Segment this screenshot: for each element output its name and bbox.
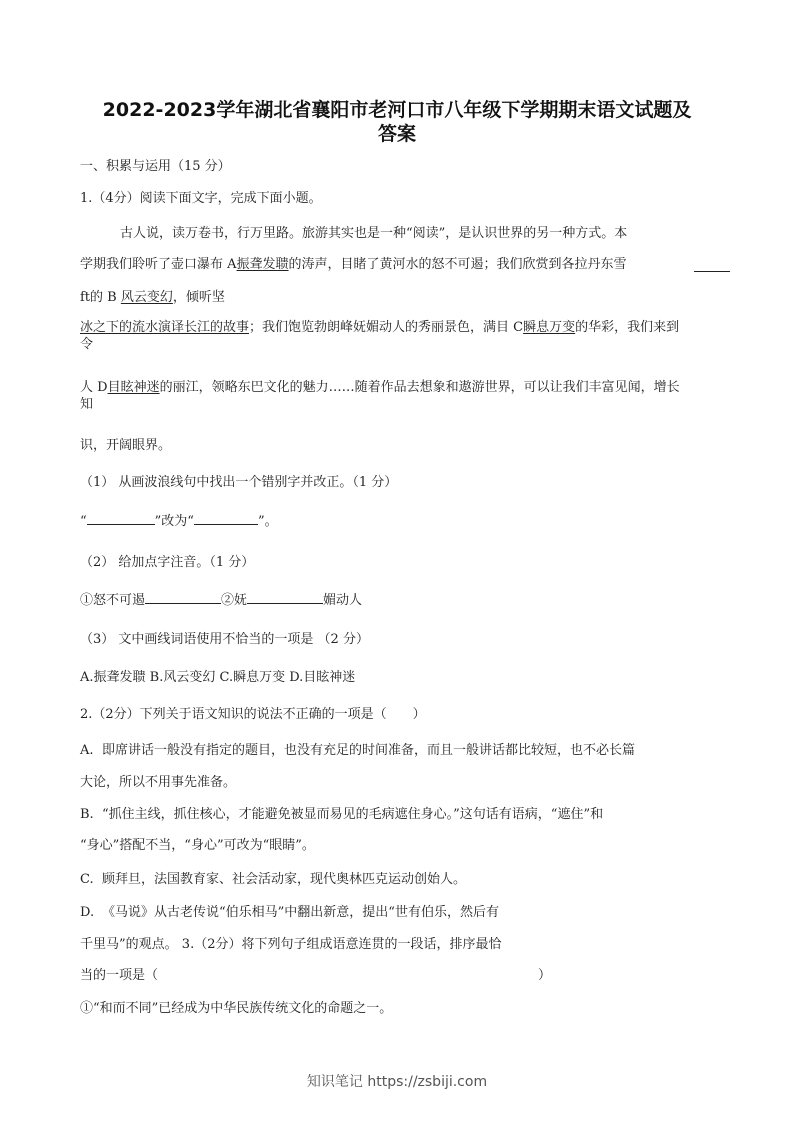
title-line-1: 2022-2023学年湖北省襄阳市老河口市八年级下学期期末语文试题及 xyxy=(102,99,692,121)
question-2-option-c xyxy=(80,872,466,888)
sub-question-2-answer xyxy=(80,591,362,609)
underlined-term-d: 目眩神迷 xyxy=(107,380,160,395)
option-text: 顾拜旦，法国教育家、社会活动家，现代奥林匹克运动创始人。 xyxy=(102,872,467,887)
passage-text: 的华彩，我们来到 xyxy=(575,320,680,335)
pinyin-item-2-tail: 媚动人 xyxy=(323,593,363,608)
change-to-text: ”改为“ xyxy=(154,514,194,529)
question-2-option-b xyxy=(80,807,603,823)
underlined-term-a: 振聋发聩 xyxy=(236,257,289,272)
option-text: 即席讲话一般没有指定的题目，也没有充足的时间准备，而且一般讲话都比较短，也不必长篇 xyxy=(102,743,636,758)
question-3-stem-text: 当的一项是（ xyxy=(80,968,159,983)
wrong-char-blank[interactable] xyxy=(87,512,155,525)
question-1-stem: 1.（4分）阅读下面文字，完成下面小题。 xyxy=(80,191,322,206)
passage-text: 古人说，读万卷书，行万里路。旅游其实也是一种“阅读”，是认识世界的另一种方式。本 xyxy=(120,226,628,241)
passage-text: 人 D xyxy=(80,380,108,395)
sub-question-3-options: A.振聋发聩 B.风云变幻 C.瞬息万变 D.目眩神迷 xyxy=(80,670,356,685)
option-text: 《马说》从古老传说“伯乐相马”中翻出新意，提出“世有伯乐，然后有 xyxy=(102,905,499,920)
option-label: D. xyxy=(80,905,95,920)
sub-question-3-prompt: （3） 文中画线词语使用不恰当的一项是 （2 分） xyxy=(80,632,369,647)
section-heading: 一、积累与运用（15 分） xyxy=(80,159,231,174)
wavy-line-sentence: 冰之下的流水演译长江的故事 xyxy=(80,320,250,335)
passage-line-blank xyxy=(694,259,730,272)
passage-text: 的涛声，目睹了黄河水的怒不可遏；我们欣赏到各拉丹东雪 xyxy=(288,257,627,272)
passage-line-3 xyxy=(80,290,225,306)
footer-watermark: 知识笔记 https://zsbiji.com xyxy=(306,1074,488,1090)
question-2-option-b-wrap: “身心”搭配不当，“身心”可改为“眼睛”。 xyxy=(80,838,315,853)
passage-text: 学期我们聆听了壶口瀑布 A xyxy=(80,257,237,272)
passage-line-4 xyxy=(80,320,679,336)
passage-text: ；我们饱览勃朗峰妩媚动人的秀丽景色，满目 C xyxy=(249,320,524,335)
underlined-term-b: 风云变幻 xyxy=(120,290,173,305)
passage-text: ft的 B xyxy=(80,290,121,305)
option-label: C. xyxy=(80,872,94,887)
passage-line-6: 识，开阔眼界。 xyxy=(80,438,172,453)
question-2-option-d xyxy=(80,905,499,921)
correct-char-blank[interactable] xyxy=(194,512,258,525)
pinyin-item-1: ①怒不可遏 xyxy=(80,593,146,608)
passage-line-1 xyxy=(120,226,627,242)
passage-line-5-wrap: 知 xyxy=(80,397,94,412)
document-title xyxy=(0,98,794,146)
quote-open: “ xyxy=(80,514,87,529)
question-2-option-a xyxy=(80,743,635,759)
option-label: B. xyxy=(80,807,94,822)
question-2-option-a-wrap: 大论，所以不用事先准备。 xyxy=(80,775,237,790)
question-3-stem: 3.（2分）将下列句子组成语意连贯的一段话，排序最恰 xyxy=(181,937,502,952)
title-line-2: 答案 xyxy=(377,123,416,145)
passage-line-4-wrap: 令 xyxy=(80,337,94,352)
sub-question-1-answer xyxy=(80,512,278,530)
pinyin-blank-1[interactable] xyxy=(145,591,221,604)
sub-question-2-prompt: （2） 给加点字注音。（1 分） xyxy=(80,555,255,570)
question-2-option-d-wrap-and-q3 xyxy=(80,937,501,953)
question-3-stem-wrap xyxy=(80,968,550,984)
quote-close: ”。 xyxy=(257,514,278,529)
sub-question-1-prompt: （1） 从画波浪线句中找出一个错别字并改正。（1 分） xyxy=(80,475,398,490)
pinyin-blank-2[interactable] xyxy=(247,591,323,604)
passage-text: ，倾听坚 xyxy=(172,290,225,305)
question-2-stem: 2.（2分）下列关于语文知识的说法不正确的一项是（ ） xyxy=(80,707,426,722)
answer-paren-close: ） xyxy=(538,968,552,983)
question-3-item-1: ①“和而不同”已经成为中华民族传统文化的命题之一。 xyxy=(80,1001,393,1016)
passage-text: 的丽江，领略东巴文化的魅力……随着作品去想象和遨游世界，可以让我们丰富见闻，增长 xyxy=(159,380,680,395)
option-text: “抓住主线，抓住核心，才能避免被显而易见的毛病遮住身心。”这句话有语病，“遮住”和 xyxy=(102,807,604,822)
passage-line-5 xyxy=(80,380,680,396)
underlined-term-c: 瞬息万变 xyxy=(523,320,576,335)
passage-line-2 xyxy=(80,257,730,273)
option-text: 千里马”的观点。 xyxy=(80,937,178,952)
pinyin-item-2: ②妩 xyxy=(221,593,248,608)
option-label: A. xyxy=(80,743,94,758)
